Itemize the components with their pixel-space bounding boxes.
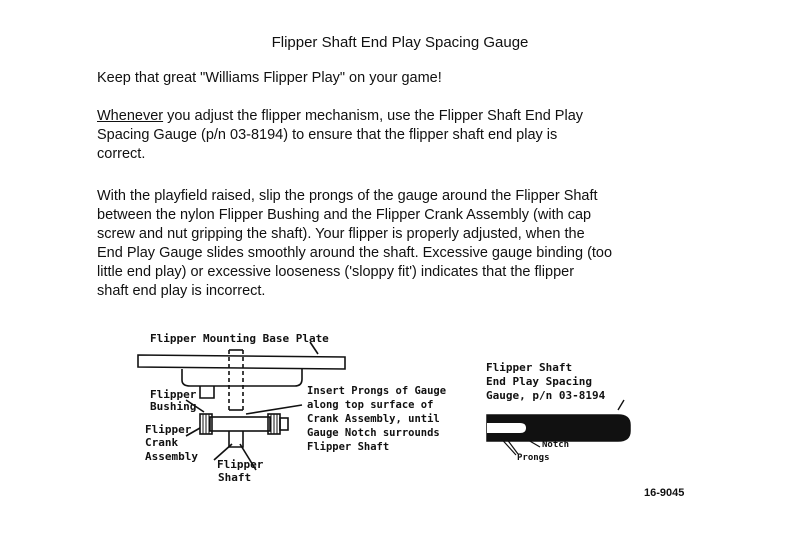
adjustment-line-3: correct. — [97, 146, 146, 162]
instruction-line: Flipper Shaft — [307, 441, 390, 453]
adjustment-line-2: Spacing Gauge (p/n 03-8194) to ensure that the flipper shaft end play is — [97, 127, 558, 143]
instruction-line: Crank Assembly, until — [307, 413, 440, 425]
prongs-label: Prongs — [517, 453, 550, 463]
procedure-line: With the playfield raised, slip the prongs of the gauge around the Flipper Shaft — [97, 188, 598, 204]
base-plate-shape — [138, 355, 345, 369]
document-code: 16-9045 — [644, 487, 685, 499]
shaft-label-2: Shaft — [218, 471, 252, 484]
intro-paragraph: Keep that great "Williams Flipper Play" on your game! — [97, 70, 442, 86]
crank-label-1: Flipper — [145, 423, 192, 436]
shaft-lines — [229, 350, 243, 410]
procedure-line: End Play Gauge slides smoothly around the shaft. Excessive gauge binding (too — [97, 245, 613, 261]
crank-label-3: Assembly — [145, 450, 198, 463]
bushing-label-2: Bushing — [150, 400, 197, 413]
gauge-label-2: End Play Spacing — [486, 375, 592, 388]
crank-arm — [210, 417, 270, 431]
procedure-line: little end play) or excessive looseness ('sloppy fit') indicates that the flipper — [97, 264, 575, 280]
bushing-lug — [200, 386, 214, 398]
document-title: Flipper Shaft End Play Spacing Gauge — [271, 34, 529, 51]
notch-label: Notch — [542, 440, 570, 450]
procedure-line: between the nylon Flipper Bushing and the Flipper Crank Assembly (with cap — [97, 207, 592, 223]
gauge-slot — [487, 423, 526, 433]
adjustment-line-1: you adjust the flipper mechanism, use the Flipper Shaft End Play — [163, 108, 584, 124]
shaft-label-1: Flipper — [217, 458, 264, 471]
crank-screw-end — [280, 418, 288, 430]
crank-label-2: Crank — [145, 436, 179, 449]
procedure-line: screw and nut gripping the shaft). Your flipper is properly adjusted, when the — [97, 226, 585, 242]
gauge-label-1: Flipper Shaft — [486, 361, 573, 374]
bushing-block — [182, 369, 302, 386]
bushing-label-1: Flipper — [150, 388, 197, 401]
instruction-line: Insert Prongs of Gauge — [307, 385, 447, 397]
gauge-label-3: Gauge, p/n 03-8194 — [486, 389, 606, 402]
base-plate-label: Flipper Mounting Base Plate — [150, 332, 329, 345]
gauge-label-leader — [618, 400, 624, 410]
instruction-leader — [246, 405, 302, 414]
whenever-underlined: Whenever — [97, 108, 164, 124]
instruction-line: Gauge Notch surrounds — [307, 427, 440, 439]
procedure-line: shaft end play is incorrect. — [97, 283, 266, 299]
instruction-line: along top surface of — [307, 399, 434, 411]
